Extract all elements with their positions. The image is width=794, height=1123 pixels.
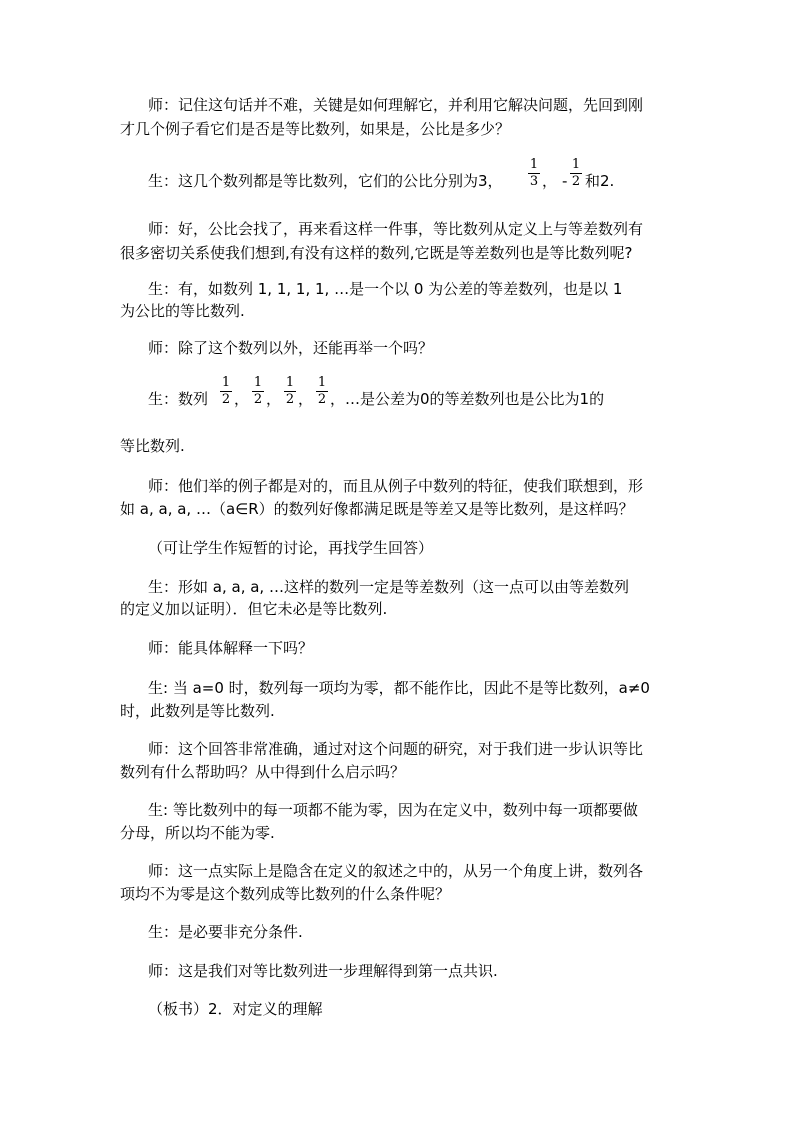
fraction-numerator: 1 xyxy=(253,375,263,390)
fraction-numerator: 1 xyxy=(529,157,539,172)
paragraph-line: 师：这个回答非常准确，通过对这个问题的研究，对于我们进一步认识等比 xyxy=(148,740,644,758)
fraction-one-half xyxy=(570,158,582,189)
comma-text: ， xyxy=(298,390,314,408)
paragraph-line: 生：有，如数列 1, 1, 1, 1, …是一个以 0 为公差的等差数列，也是以 1 xyxy=(148,280,623,298)
paragraph-line: 生：数列 xyxy=(148,390,209,408)
paragraph-line: 师：除了这个数列以外，还能再举一个吗？ xyxy=(148,339,434,357)
paragraph-line: 师：他们举的例子都是对的，而且从例子中数列的特征，使我们联想到，形 xyxy=(148,477,644,495)
board-note: （板书）2．对定义的理解 xyxy=(148,1000,323,1018)
paragraph-line: 生：形如 a, a, a, …这样的数列一定是等差数列（这一点可以由等差数列 xyxy=(148,578,629,596)
fraction-numerator: 1 xyxy=(221,375,231,390)
paragraph-line: 生: 当 a=0 时，数列每一项均为零，都不能作比，因此不是等比数列，a≠0 xyxy=(148,679,650,697)
paragraph-line: 如 a, a, a, …（a∈R）的数列好像都满足既是等差又是等比数列，是这样吗？ xyxy=(120,500,634,518)
minus-sign: - xyxy=(562,172,568,190)
paragraph-line: 师：这一点实际上是隐含在定义的叙述之中的，从另一个角度上讲，数列各 xyxy=(148,862,644,880)
paragraph-line: ，…是公差为0的等差数列也是公比为1的 xyxy=(330,390,605,408)
paragraph-line: 时，此数列是等比数列. xyxy=(120,702,275,720)
paragraph-line: 项均不为零是这个数列成等比数列的什么条件呢？ xyxy=(120,885,451,903)
comma-text: ， xyxy=(266,390,282,408)
paragraph-line: 和2. xyxy=(585,172,615,190)
paragraph-line: 生：这几个数列都是等比数列，它们的公比分别为3， xyxy=(148,172,503,190)
fraction-denominator: 3 xyxy=(529,174,539,189)
fraction-denominator: 2 xyxy=(285,392,295,407)
paragraph-line: 生：是必要非充分条件. xyxy=(148,923,303,941)
fraction-denominator: 2 xyxy=(317,392,327,407)
fraction-one-half xyxy=(220,376,232,407)
paragraph-line: 等比数列. xyxy=(120,437,185,455)
paragraph-line: 师：这是我们对等比数列进一步理解得到第一点共识. xyxy=(148,962,498,980)
fraction-numerator: 1 xyxy=(285,375,295,390)
fraction-denominator: 2 xyxy=(253,392,263,407)
paragraph-line: 很多密切关系使我们想到,有没有这样的数列,它既是等差数列也是等比数列呢? xyxy=(120,244,633,262)
paragraph-line: 生: 等比数列中的每一项都不能为零，因为在定义中，数列中每一项都要做 xyxy=(148,801,638,819)
paragraph-line: 分母，所以均不能为零. xyxy=(120,824,275,842)
fraction-denominator: 2 xyxy=(571,174,581,189)
comma-text: ， xyxy=(234,390,250,408)
fraction-one-half xyxy=(252,376,264,407)
fraction-one-third xyxy=(528,158,540,189)
fraction-numerator: 1 xyxy=(571,157,581,172)
paragraph-line: 才几个例子看它们是否是等比数列，如果是，公比是多少？ xyxy=(120,120,511,138)
comma-text: ， xyxy=(542,172,558,190)
paragraph-line: 师：能具体解释一下吗？ xyxy=(148,639,314,657)
fraction-denominator: 2 xyxy=(221,392,231,407)
paragraph-line: 师：记住这句话并不难，关键是如何理解它，并利用它解决问题，先回到刚 xyxy=(148,96,644,114)
fraction-one-half xyxy=(316,376,328,407)
paragraph-line: 师：好，公比会找了，再来看这样一件事，等比数列从定义上与等差数列有 xyxy=(148,220,644,238)
fraction-numerator: 1 xyxy=(317,375,327,390)
paragraph-line: （可让学生作短暂的讨论，再找学生回答） xyxy=(148,539,434,557)
paragraph-line: 的定义加以证明）．但它未必是等比数列. xyxy=(120,600,388,618)
paragraph-line: 数列有什么帮助吗？从中得到什么启示吗？ xyxy=(120,763,406,781)
paragraph-line: 为公比的等比数列. xyxy=(120,302,245,320)
fraction-one-half xyxy=(284,376,296,407)
